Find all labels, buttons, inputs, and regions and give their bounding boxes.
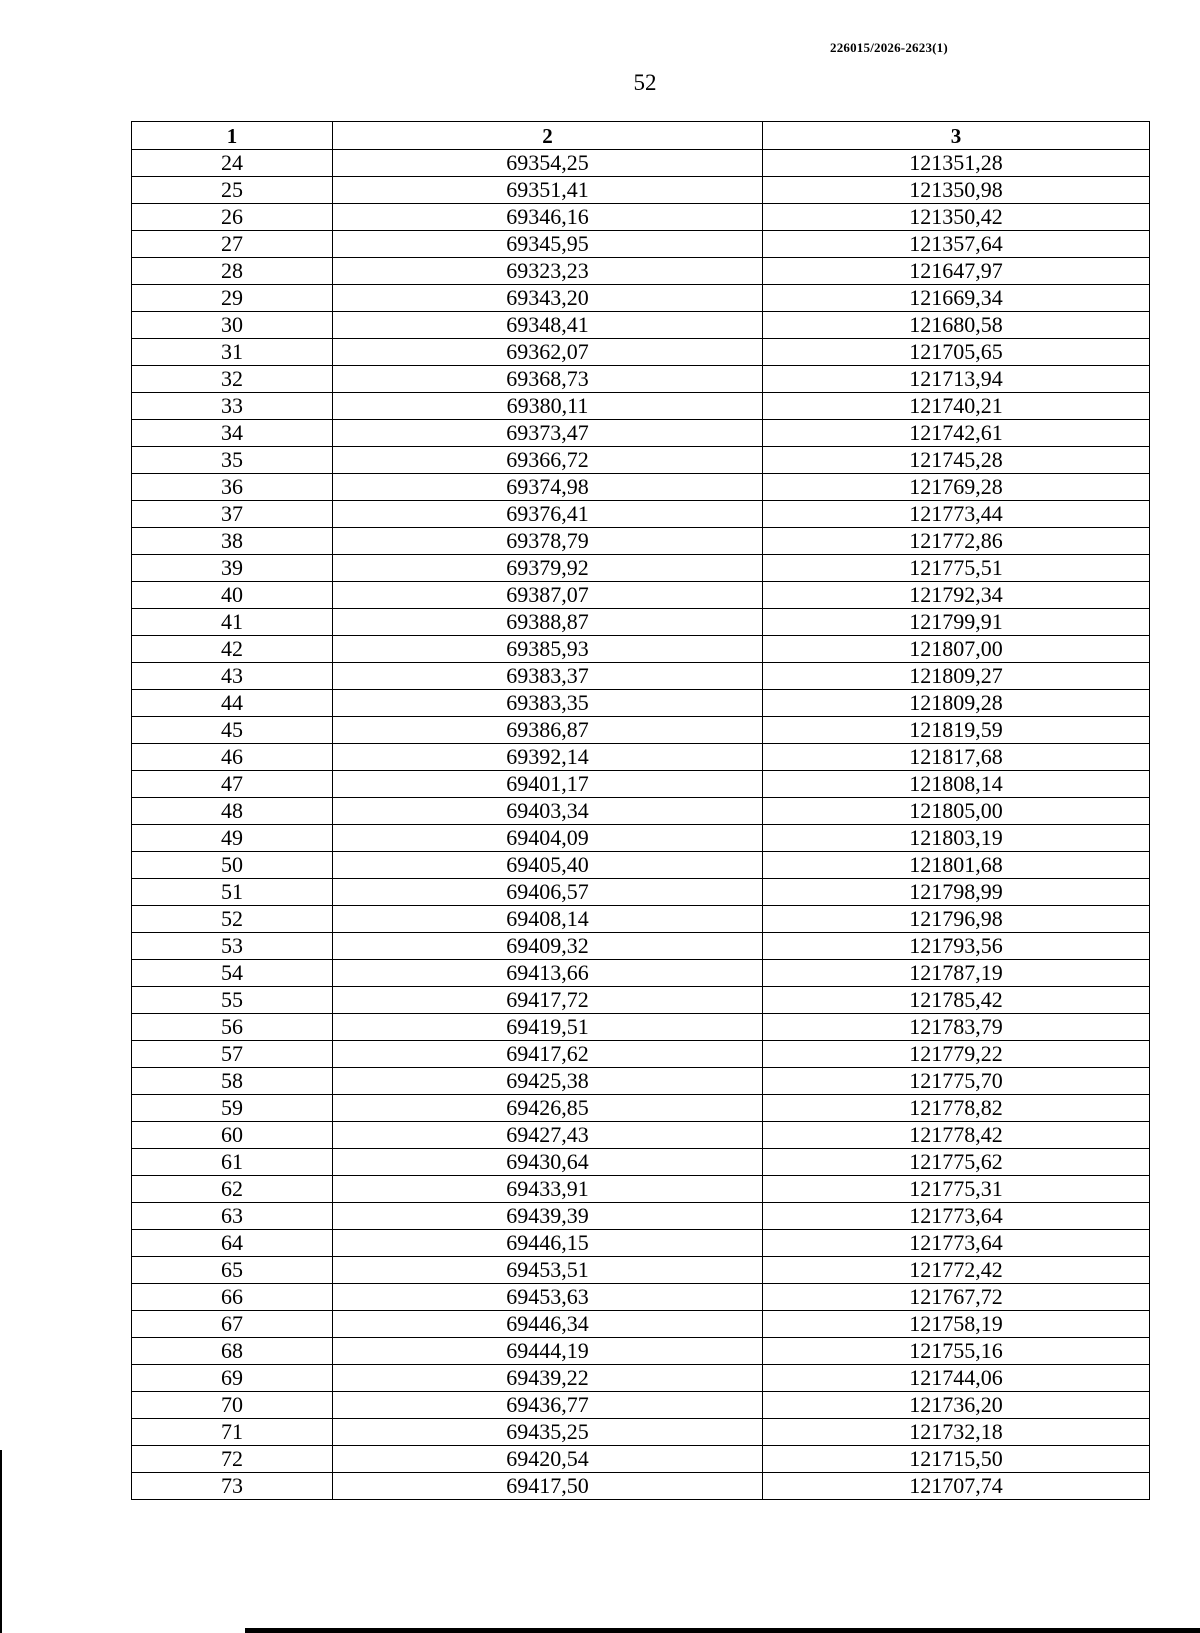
table-cell-col-1: 73 bbox=[132, 1473, 333, 1500]
table-row bbox=[132, 177, 1150, 204]
table-cell-col-2: 69351,41 bbox=[333, 177, 763, 204]
table-cell-col-3: 121817,68 bbox=[763, 744, 1150, 771]
table-cell-col-2: 69354,25 bbox=[333, 150, 763, 177]
table-row bbox=[132, 1365, 1150, 1392]
table-cell-col-3: 121767,72 bbox=[763, 1284, 1150, 1311]
table-cell-col-3: 121773,44 bbox=[763, 501, 1150, 528]
bottom-rule bbox=[245, 1628, 1200, 1633]
table-cell-col-1: 61 bbox=[132, 1149, 333, 1176]
table-cell-col-3: 121758,19 bbox=[763, 1311, 1150, 1338]
table-cell-col-3: 121351,28 bbox=[763, 150, 1150, 177]
table-row bbox=[132, 609, 1150, 636]
table-cell-col-3: 121647,97 bbox=[763, 258, 1150, 285]
table-cell-col-3: 121773,64 bbox=[763, 1203, 1150, 1230]
table-cell-col-2: 69408,14 bbox=[333, 906, 763, 933]
table-row bbox=[132, 474, 1150, 501]
table-cell-col-3: 121680,58 bbox=[763, 312, 1150, 339]
table-cell-col-1: 56 bbox=[132, 1014, 333, 1041]
table-cell-col-2: 69427,43 bbox=[333, 1122, 763, 1149]
table-cell-col-1: 34 bbox=[132, 420, 333, 447]
table-cell-col-3: 121809,27 bbox=[763, 663, 1150, 690]
table-cell-col-1: 71 bbox=[132, 1419, 333, 1446]
table-cell-col-3: 121803,19 bbox=[763, 825, 1150, 852]
table-cell-col-2: 69426,85 bbox=[333, 1095, 763, 1122]
table-cell-col-3: 121772,86 bbox=[763, 528, 1150, 555]
table-cell-col-2: 69419,51 bbox=[333, 1014, 763, 1041]
table-cell-col-3: 121669,34 bbox=[763, 285, 1150, 312]
table-cell-col-2: 69406,57 bbox=[333, 879, 763, 906]
table-cell-col-1: 62 bbox=[132, 1176, 333, 1203]
table-row bbox=[132, 1284, 1150, 1311]
table-cell-col-1: 54 bbox=[132, 960, 333, 987]
table-cell-col-3: 121745,28 bbox=[763, 447, 1150, 474]
table-cell-col-2: 69420,54 bbox=[333, 1446, 763, 1473]
table-row bbox=[132, 150, 1150, 177]
table-cell-col-1: 58 bbox=[132, 1068, 333, 1095]
table-cell-col-3: 121778,42 bbox=[763, 1122, 1150, 1149]
table-row bbox=[132, 771, 1150, 798]
table-cell-col-2: 69435,25 bbox=[333, 1419, 763, 1446]
table-cell-col-2: 69444,19 bbox=[333, 1338, 763, 1365]
table-row bbox=[132, 258, 1150, 285]
page-number: 52 bbox=[633, 70, 657, 95]
table-cell-col-3: 121773,64 bbox=[763, 1230, 1150, 1257]
table-cell-col-3: 121707,74 bbox=[763, 1473, 1150, 1500]
table-cell-col-1: 36 bbox=[132, 474, 333, 501]
table-cell-col-1: 50 bbox=[132, 852, 333, 879]
table-cell-col-2: 69345,95 bbox=[333, 231, 763, 258]
table-cell-col-3: 121819,59 bbox=[763, 717, 1150, 744]
table-row bbox=[132, 447, 1150, 474]
table-cell-col-1: 26 bbox=[132, 204, 333, 231]
table-cell-col-2: 69378,79 bbox=[333, 528, 763, 555]
table-row bbox=[132, 1473, 1150, 1500]
table-cell-col-3: 121798,99 bbox=[763, 879, 1150, 906]
table-row bbox=[132, 933, 1150, 960]
table-cell-col-1: 41 bbox=[132, 609, 333, 636]
table-cell-col-3: 121775,31 bbox=[763, 1176, 1150, 1203]
table-cell-col-2: 69425,38 bbox=[333, 1068, 763, 1095]
table-cell-col-1: 53 bbox=[132, 933, 333, 960]
table-cell-col-1: 66 bbox=[132, 1284, 333, 1311]
table-cell-col-2: 69343,20 bbox=[333, 285, 763, 312]
table-cell-col-3: 121769,28 bbox=[763, 474, 1150, 501]
table-cell-col-1: 40 bbox=[132, 582, 333, 609]
table-cell-col-1: 28 bbox=[132, 258, 333, 285]
table-cell-col-2: 69417,50 bbox=[333, 1473, 763, 1500]
table-cell-col-3: 121805,00 bbox=[763, 798, 1150, 825]
table-row bbox=[132, 690, 1150, 717]
table-cell-col-2: 69346,16 bbox=[333, 204, 763, 231]
table-cell-col-3: 121742,61 bbox=[763, 420, 1150, 447]
table-cell-col-1: 37 bbox=[132, 501, 333, 528]
table-row bbox=[132, 879, 1150, 906]
table-cell-col-2: 69380,11 bbox=[333, 393, 763, 420]
table-cell-col-3: 121740,21 bbox=[763, 393, 1150, 420]
table-cell-col-2: 69386,87 bbox=[333, 717, 763, 744]
table-row bbox=[132, 285, 1150, 312]
table-cell-col-2: 69323,23 bbox=[333, 258, 763, 285]
table-cell-col-2: 69404,09 bbox=[333, 825, 763, 852]
table-cell-col-1: 46 bbox=[132, 744, 333, 771]
table-cell-col-1: 49 bbox=[132, 825, 333, 852]
table-cell-col-1: 42 bbox=[132, 636, 333, 663]
table-cell-col-3: 121796,98 bbox=[763, 906, 1150, 933]
table-cell-col-2: 69385,93 bbox=[333, 636, 763, 663]
table-row bbox=[132, 204, 1150, 231]
table-cell-col-1: 45 bbox=[132, 717, 333, 744]
table-cell-col-3: 121736,20 bbox=[763, 1392, 1150, 1419]
table-row bbox=[132, 1203, 1150, 1230]
table-row bbox=[132, 906, 1150, 933]
table-cell-col-2: 69403,34 bbox=[333, 798, 763, 825]
table-row bbox=[132, 1311, 1150, 1338]
table-cell-col-3: 121357,64 bbox=[763, 231, 1150, 258]
table-row bbox=[132, 798, 1150, 825]
table-cell-col-2: 69379,92 bbox=[333, 555, 763, 582]
table-row bbox=[132, 1338, 1150, 1365]
table-cell-col-1: 43 bbox=[132, 663, 333, 690]
table-cell-col-2: 69436,77 bbox=[333, 1392, 763, 1419]
table-cell-col-1: 31 bbox=[132, 339, 333, 366]
table-cell-col-2: 69392,14 bbox=[333, 744, 763, 771]
left-margin-mark bbox=[0, 1450, 2, 1633]
table-cell-col-1: 69 bbox=[132, 1365, 333, 1392]
table-row bbox=[132, 312, 1150, 339]
table-cell-col-1: 63 bbox=[132, 1203, 333, 1230]
table-header-row bbox=[132, 122, 1150, 150]
table-cell-col-1: 64 bbox=[132, 1230, 333, 1257]
table-row bbox=[132, 339, 1150, 366]
table-row bbox=[132, 393, 1150, 420]
table-row bbox=[132, 717, 1150, 744]
table-row bbox=[132, 852, 1150, 879]
table-cell-col-1: 60 bbox=[132, 1122, 333, 1149]
table-row bbox=[132, 582, 1150, 609]
table-row bbox=[132, 987, 1150, 1014]
table-cell-col-1: 65 bbox=[132, 1257, 333, 1284]
table-cell-col-2: 69446,15 bbox=[333, 1230, 763, 1257]
table-row bbox=[132, 1446, 1150, 1473]
table-cell-col-1: 67 bbox=[132, 1311, 333, 1338]
table-cell-col-3: 121713,94 bbox=[763, 366, 1150, 393]
table-cell-col-3: 121705,65 bbox=[763, 339, 1150, 366]
table-cell-col-1: 57 bbox=[132, 1041, 333, 1068]
table-cell-col-2: 69383,35 bbox=[333, 690, 763, 717]
table-cell-col-3: 121732,18 bbox=[763, 1419, 1150, 1446]
table-row bbox=[132, 1014, 1150, 1041]
table-header bbox=[132, 122, 1150, 150]
table-cell-col-1: 29 bbox=[132, 285, 333, 312]
table-cell-col-2: 69417,62 bbox=[333, 1041, 763, 1068]
table-cell-col-2: 69401,17 bbox=[333, 771, 763, 798]
table-cell-col-2: 69439,39 bbox=[333, 1203, 763, 1230]
table-cell-col-2: 69348,41 bbox=[333, 312, 763, 339]
table-cell-col-1: 35 bbox=[132, 447, 333, 474]
table-cell-col-3: 121775,51 bbox=[763, 555, 1150, 582]
table-cell-col-3: 121792,34 bbox=[763, 582, 1150, 609]
table-cell-col-3: 121783,79 bbox=[763, 1014, 1150, 1041]
table-cell-col-3: 121809,28 bbox=[763, 690, 1150, 717]
table-body bbox=[132, 150, 1150, 1500]
table-cell-col-2: 69373,47 bbox=[333, 420, 763, 447]
column-header-3: 3 bbox=[763, 122, 1150, 150]
table-cell-col-3: 121350,98 bbox=[763, 177, 1150, 204]
table-cell-col-1: 30 bbox=[132, 312, 333, 339]
table-cell-col-2: 69453,51 bbox=[333, 1257, 763, 1284]
table-row bbox=[132, 1095, 1150, 1122]
table-cell-col-2: 69413,66 bbox=[333, 960, 763, 987]
table-cell-col-1: 70 bbox=[132, 1392, 333, 1419]
table-cell-col-3: 121799,91 bbox=[763, 609, 1150, 636]
table-cell-col-3: 121793,56 bbox=[763, 933, 1150, 960]
table-cell-col-3: 121785,42 bbox=[763, 987, 1150, 1014]
table-cell-col-1: 68 bbox=[132, 1338, 333, 1365]
table-row bbox=[132, 636, 1150, 663]
table-cell-col-1: 25 bbox=[132, 177, 333, 204]
table-cell-col-1: 32 bbox=[132, 366, 333, 393]
table-cell-col-2: 69383,37 bbox=[333, 663, 763, 690]
table-row bbox=[132, 1176, 1150, 1203]
table-cell-col-3: 121801,68 bbox=[763, 852, 1150, 879]
table-row bbox=[132, 1122, 1150, 1149]
table-cell-col-3: 121775,62 bbox=[763, 1149, 1150, 1176]
table-cell-col-3: 121744,06 bbox=[763, 1365, 1150, 1392]
table-cell-col-1: 33 bbox=[132, 393, 333, 420]
table-row bbox=[132, 1068, 1150, 1095]
table-cell-col-3: 121779,22 bbox=[763, 1041, 1150, 1068]
table-cell-col-1: 72 bbox=[132, 1446, 333, 1473]
table-row bbox=[132, 420, 1150, 447]
table-cell-col-2: 69405,40 bbox=[333, 852, 763, 879]
table-row bbox=[132, 501, 1150, 528]
table-row bbox=[132, 231, 1150, 258]
coordinates-table bbox=[131, 121, 1150, 1500]
table-cell-col-2: 69376,41 bbox=[333, 501, 763, 528]
table-cell-col-2: 69387,07 bbox=[333, 582, 763, 609]
table-cell-col-2: 69430,64 bbox=[333, 1149, 763, 1176]
table-row bbox=[132, 366, 1150, 393]
table-row bbox=[132, 663, 1150, 690]
table-cell-col-3: 121715,50 bbox=[763, 1446, 1150, 1473]
table-cell-col-2: 69446,34 bbox=[333, 1311, 763, 1338]
table-row bbox=[132, 1419, 1150, 1446]
table-cell-col-2: 69433,91 bbox=[333, 1176, 763, 1203]
table-row bbox=[132, 555, 1150, 582]
table-cell-col-1: 24 bbox=[132, 150, 333, 177]
table-cell-col-2: 69388,87 bbox=[333, 609, 763, 636]
table-cell-col-3: 121772,42 bbox=[763, 1257, 1150, 1284]
table-cell-col-2: 69368,73 bbox=[333, 366, 763, 393]
table-cell-col-3: 121807,00 bbox=[763, 636, 1150, 663]
table-cell-col-1: 51 bbox=[132, 879, 333, 906]
table-cell-col-1: 59 bbox=[132, 1095, 333, 1122]
table-row bbox=[132, 1149, 1150, 1176]
table-cell-col-2: 69362,07 bbox=[333, 339, 763, 366]
table-cell-col-3: 121808,14 bbox=[763, 771, 1150, 798]
column-header-1: 1 bbox=[132, 122, 333, 150]
table-cell-col-3: 121350,42 bbox=[763, 204, 1150, 231]
column-header-2: 2 bbox=[333, 122, 763, 150]
table-cell-col-3: 121778,82 bbox=[763, 1095, 1150, 1122]
table-cell-col-1: 47 bbox=[132, 771, 333, 798]
table-cell-col-1: 52 bbox=[132, 906, 333, 933]
table-cell-col-3: 121755,16 bbox=[763, 1338, 1150, 1365]
table-row bbox=[132, 1392, 1150, 1419]
table-cell-col-2: 69409,32 bbox=[333, 933, 763, 960]
table-cell-col-1: 38 bbox=[132, 528, 333, 555]
table-row bbox=[132, 528, 1150, 555]
table-cell-col-1: 55 bbox=[132, 987, 333, 1014]
table-cell-col-2: 69417,72 bbox=[333, 987, 763, 1014]
table-cell-col-1: 48 bbox=[132, 798, 333, 825]
table-row bbox=[132, 744, 1150, 771]
table-cell-col-2: 69374,98 bbox=[333, 474, 763, 501]
table-cell-col-1: 44 bbox=[132, 690, 333, 717]
table-cell-col-3: 121787,19 bbox=[763, 960, 1150, 987]
document-id: 226015/2026-2623(1) bbox=[830, 40, 948, 55]
table-row bbox=[132, 825, 1150, 852]
table-cell-col-3: 121775,70 bbox=[763, 1068, 1150, 1095]
table-cell-col-2: 69439,22 bbox=[333, 1365, 763, 1392]
table-row bbox=[132, 1230, 1150, 1257]
table-row bbox=[132, 1257, 1150, 1284]
table-cell-col-1: 27 bbox=[132, 231, 333, 258]
table-cell-col-1: 39 bbox=[132, 555, 333, 582]
table-row bbox=[132, 960, 1150, 987]
table-row bbox=[132, 1041, 1150, 1068]
table-cell-col-2: 69453,63 bbox=[333, 1284, 763, 1311]
table-cell-col-2: 69366,72 bbox=[333, 447, 763, 474]
